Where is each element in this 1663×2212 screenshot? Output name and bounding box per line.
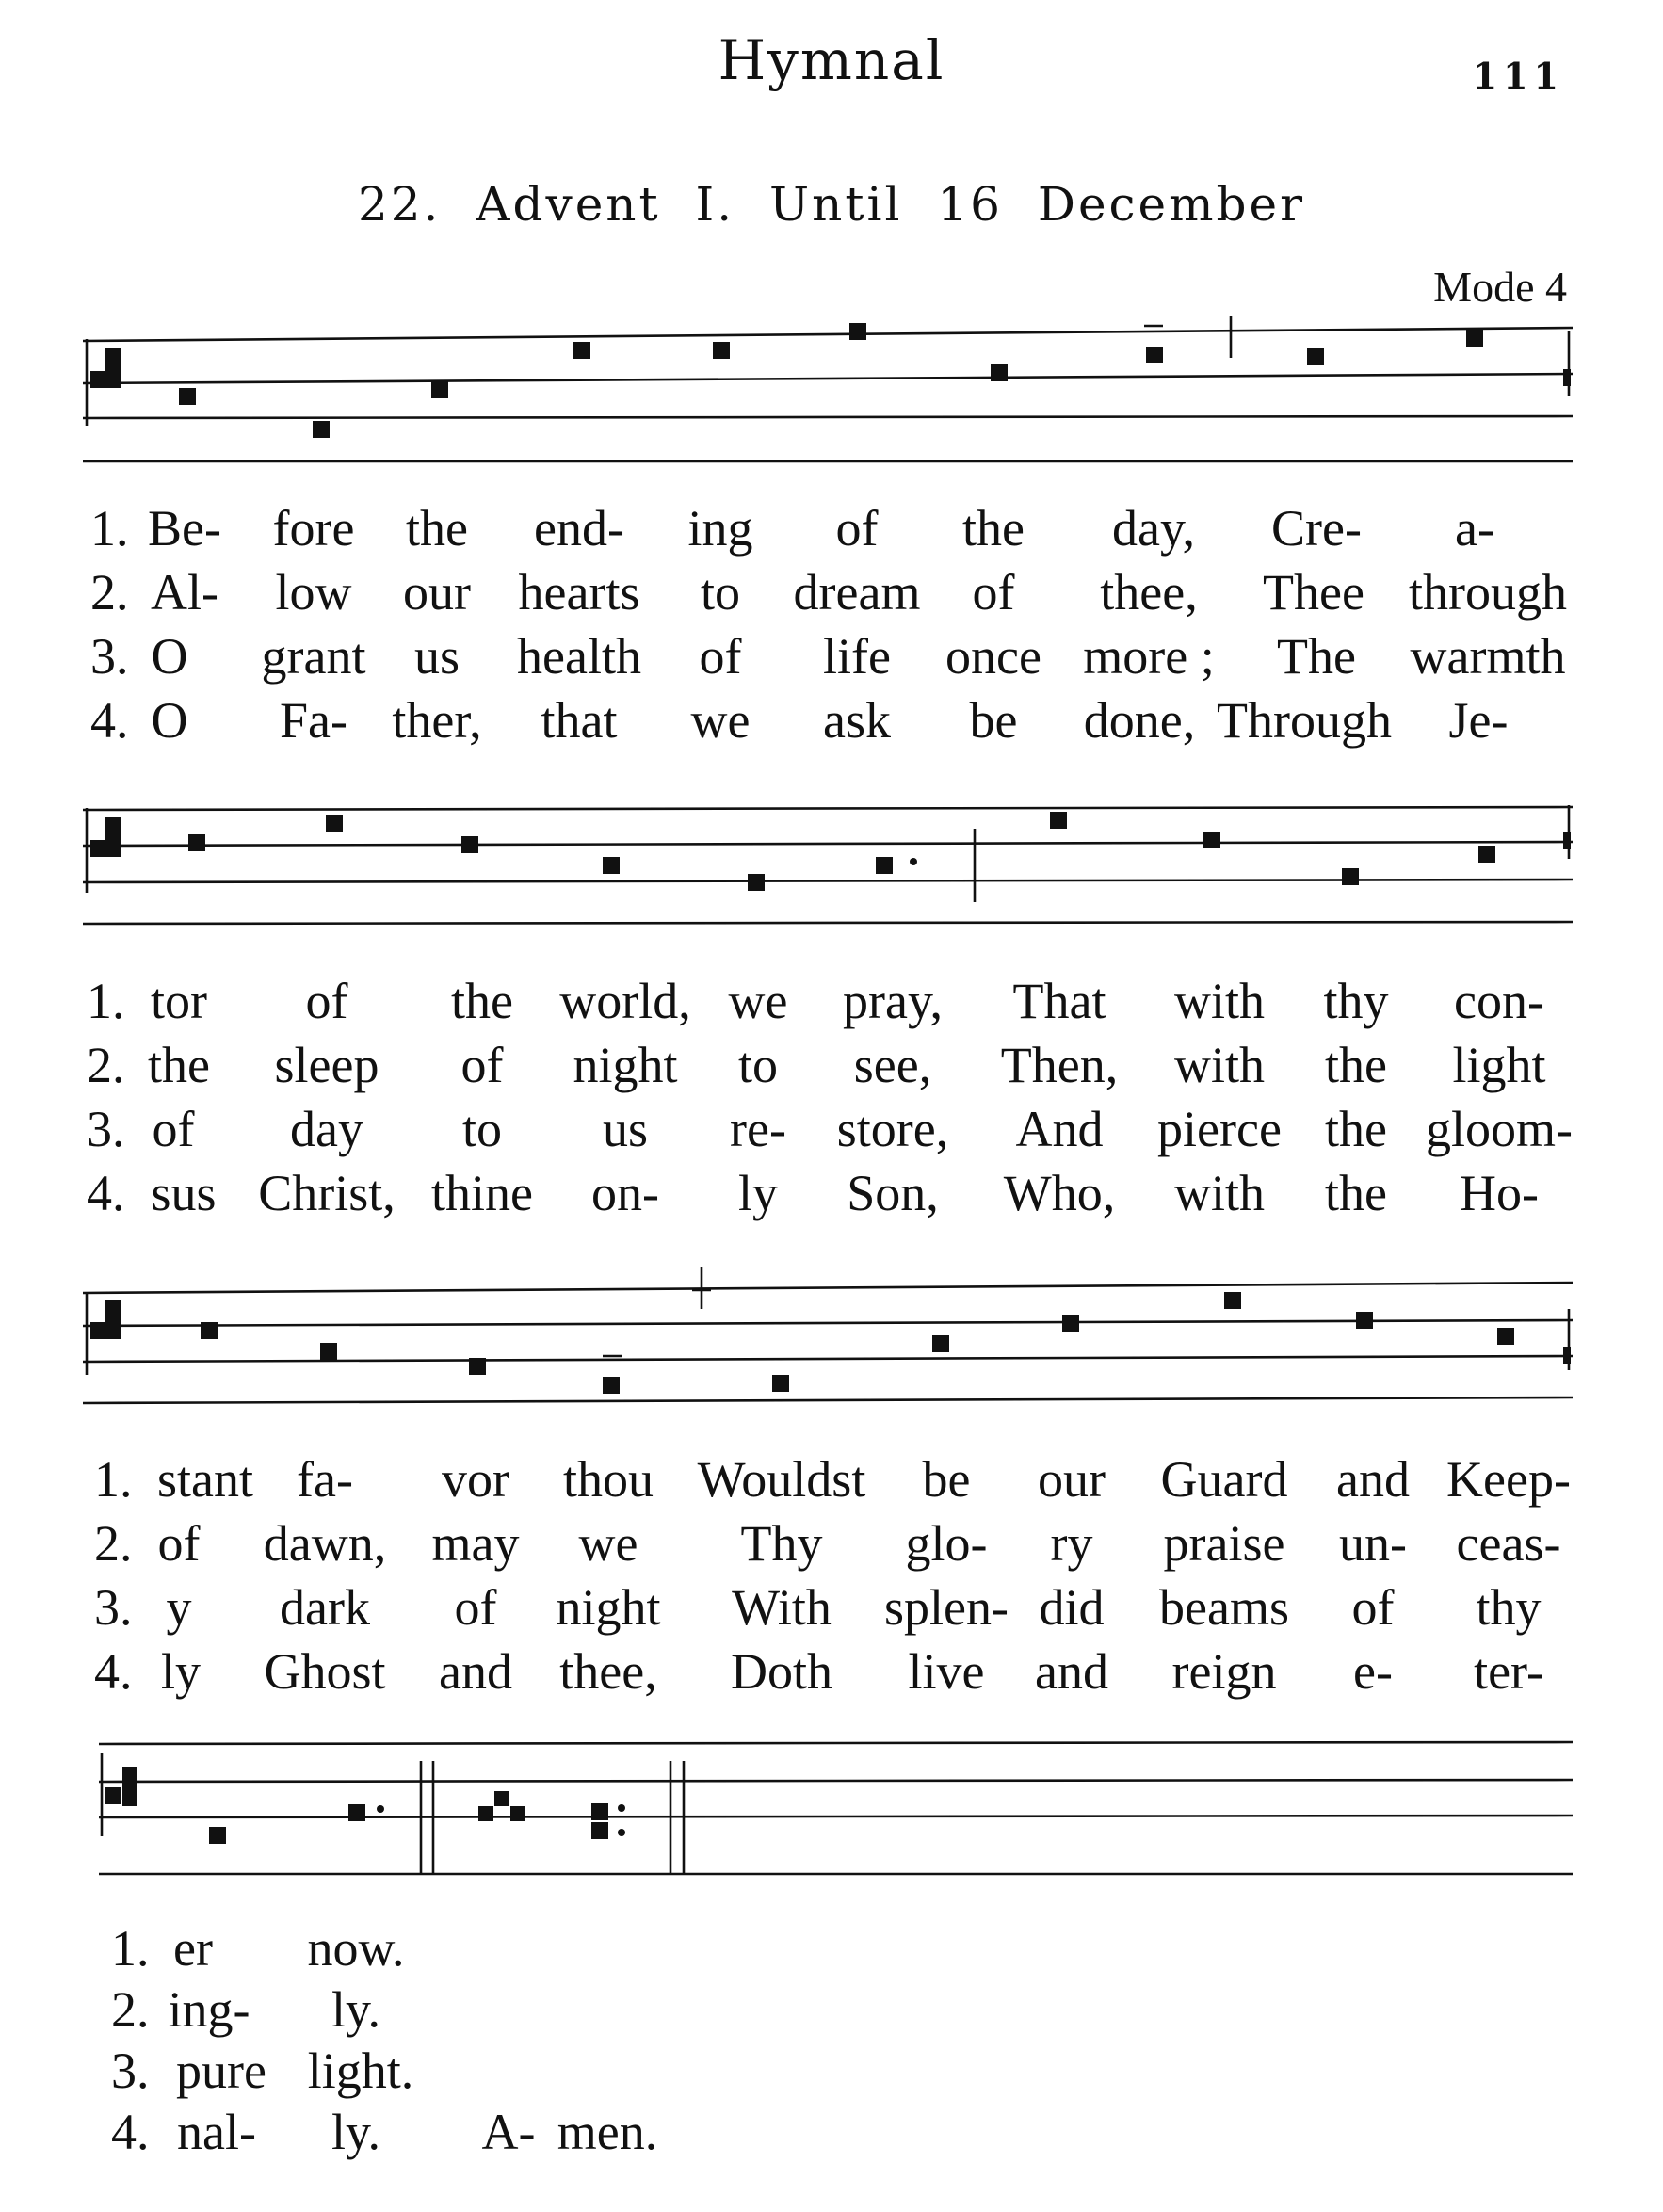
syllable: ly (737, 1165, 779, 1221)
syllable: our (403, 564, 471, 621)
syllable: Ghost (264, 1643, 386, 1700)
syllable: With (732, 1579, 832, 1636)
syllable: day (290, 1101, 363, 1157)
syllable: dark (280, 1579, 370, 1636)
verse-number: 3. (111, 2042, 150, 2099)
syllable: we (728, 973, 788, 1029)
syllable: A- (481, 2104, 536, 2160)
verse-number: 2. (94, 1515, 133, 1572)
syllable: of (972, 564, 1015, 621)
syllable: of (835, 500, 879, 557)
verse-number: 3. (87, 1101, 125, 1157)
syllable: vor (442, 1451, 509, 1508)
syllable: of (699, 628, 742, 685)
syllable: grant (261, 628, 366, 685)
syllable: Who, (1003, 1165, 1116, 1221)
verse-number: 1. (87, 973, 125, 1029)
syllable: with (1173, 1037, 1266, 1093)
verse-number: 4. (87, 1165, 125, 1221)
syllable: thee, (1100, 564, 1198, 621)
syllable: Ho- (1460, 1165, 1539, 1221)
syllable: Al- (151, 564, 218, 621)
syllable: on- (591, 1165, 659, 1221)
syllable: see, (853, 1037, 932, 1093)
syllable: the (451, 973, 513, 1029)
syllable: and (1336, 1451, 1410, 1508)
syllable: night (573, 1037, 678, 1093)
verse-number: 4. (111, 2104, 150, 2160)
syllable: through (1409, 564, 1567, 621)
syllable: ter- (1474, 1643, 1543, 1700)
syllable: of (454, 1579, 497, 1636)
syllable: dream (793, 564, 921, 621)
syllable: light. (307, 2042, 414, 2099)
syllable: thine (431, 1165, 533, 1221)
syllable: Je- (1448, 692, 1509, 749)
syllable: praise (1163, 1515, 1285, 1572)
syllable: warmth (1410, 628, 1566, 685)
syllable: of (305, 973, 348, 1029)
syllable: of (152, 1101, 195, 1157)
syllable: to (737, 1037, 779, 1093)
syllable: ask (823, 692, 891, 749)
syllable: thy (1476, 1579, 1542, 1636)
syllable: that (541, 692, 618, 749)
syllable: ly (160, 1643, 202, 1700)
syllable: did (1039, 1579, 1105, 1636)
syllable: thee, (559, 1643, 657, 1700)
syllable: thou (562, 1451, 654, 1508)
syllable: we (578, 1515, 638, 1572)
syllable: health (517, 628, 641, 685)
syllable: more ; (1083, 628, 1215, 685)
syllable: to (700, 564, 741, 621)
syllable: the (1325, 1037, 1387, 1093)
syllable: and (439, 1643, 512, 1700)
syllable: fore (272, 500, 355, 557)
syllable: us (413, 628, 460, 685)
syllable: reign (1171, 1643, 1277, 1700)
syllable: the (148, 1037, 210, 1093)
syllable: Then, (1000, 1037, 1119, 1093)
syllable: Fa- (280, 692, 347, 749)
syllable: Thee (1263, 564, 1364, 621)
syllable: light (1452, 1037, 1546, 1093)
syllable: be (969, 692, 1018, 749)
verse-number: 4. (90, 692, 129, 749)
mode-label: Mode 4 (1433, 263, 1567, 311)
syllable: world, (559, 973, 691, 1029)
verse-number: 1. (111, 1920, 150, 1977)
syllable: beams (1159, 1579, 1289, 1636)
syllable: Cre- (1271, 500, 1362, 557)
syllable: Thy (740, 1515, 823, 1572)
syllable: pure (176, 2042, 266, 2099)
syllable: ly. (331, 2104, 380, 2160)
page-number: 111 (1472, 55, 1564, 97)
syllable: a- (1455, 500, 1494, 557)
syllable: er (173, 1920, 213, 1977)
syllable: men. (557, 2104, 658, 2160)
syllable: ing (687, 500, 753, 557)
verse-number: 3. (94, 1579, 133, 1636)
hymn-title: 22. Advent I. Until 16 December (357, 177, 1306, 232)
syllable: to (461, 1101, 503, 1157)
syllable: Christ, (258, 1165, 396, 1221)
syllable: ceas- (1456, 1515, 1561, 1572)
syllable: we (690, 692, 751, 749)
verse-number: 3. (90, 628, 129, 685)
syllable: Son, (847, 1165, 939, 1221)
syllable: now. (307, 1920, 405, 1977)
syllable: the (406, 500, 468, 557)
syllable: low (275, 564, 352, 621)
syllable: live (908, 1643, 985, 1700)
syllable: us (602, 1101, 649, 1157)
syllable: ly. (331, 1981, 380, 2038)
syllable: be (922, 1451, 971, 1508)
syllable: the (962, 500, 1025, 557)
syllable: pray, (843, 973, 943, 1029)
verse-number: 4. (94, 1643, 133, 1700)
syllable: Wouldst (697, 1451, 866, 1508)
syllable: re- (730, 1101, 786, 1157)
verse-number: 2. (111, 1981, 150, 2038)
syllable: end- (534, 500, 624, 557)
syllable: Through (1217, 692, 1392, 749)
verse-number: 1. (94, 1451, 133, 1508)
syllable: The (1277, 628, 1356, 685)
running-head: Hymnal (718, 28, 945, 92)
syllable: tor (151, 973, 207, 1029)
syllable: the (1325, 1101, 1387, 1157)
syllable: the (1325, 1165, 1387, 1221)
syllable: dawn, (263, 1515, 387, 1572)
syllable: ry (1050, 1515, 1093, 1572)
syllable: e- (1353, 1643, 1393, 1700)
syllable: O (151, 628, 188, 685)
syllable: nal- (177, 2104, 256, 2160)
syllable: once (945, 628, 1041, 685)
syllable: of (460, 1037, 504, 1093)
syllable: splen- (884, 1579, 1009, 1636)
syllable: of (1351, 1579, 1395, 1636)
syllable: Be- (148, 500, 221, 557)
syllable: glo- (905, 1515, 988, 1572)
syllable: store, (836, 1101, 949, 1157)
syllable: night (556, 1579, 661, 1636)
syllable: Keep- (1446, 1451, 1571, 1508)
syllable: stant (157, 1451, 253, 1508)
syllable: with (1173, 1165, 1266, 1221)
syllable: thy (1323, 973, 1389, 1029)
syllable: fa- (297, 1451, 353, 1508)
syllable: ing- (168, 1981, 250, 2038)
syllable: ther, (392, 692, 482, 749)
syllable: O (151, 692, 188, 749)
syllable: sus (151, 1165, 217, 1221)
syllable: gloom- (1426, 1101, 1573, 1157)
syllable: Guard (1160, 1451, 1288, 1508)
syllable: un- (1339, 1515, 1407, 1572)
syllable: life (823, 628, 891, 685)
verse-number: 2. (90, 564, 129, 621)
syllable: And (1015, 1101, 1104, 1157)
syllable: may (431, 1515, 520, 1572)
syllable: our (1038, 1451, 1106, 1508)
syllable: pierce (1157, 1101, 1282, 1157)
syllable: with (1173, 973, 1266, 1029)
syllable: sleep (274, 1037, 379, 1093)
syllable: Doth (731, 1643, 832, 1700)
verse-number: 2. (87, 1037, 125, 1093)
syllable: con- (1454, 973, 1544, 1029)
syllable: done, (1083, 692, 1196, 749)
verse-number: 1. (90, 500, 129, 557)
syllable: y (166, 1579, 192, 1636)
syllable: day, (1112, 500, 1195, 557)
syllable: hearts (518, 564, 640, 621)
syllable: and (1035, 1643, 1108, 1700)
syllable: of (157, 1515, 201, 1572)
syllable: That (1012, 973, 1106, 1029)
